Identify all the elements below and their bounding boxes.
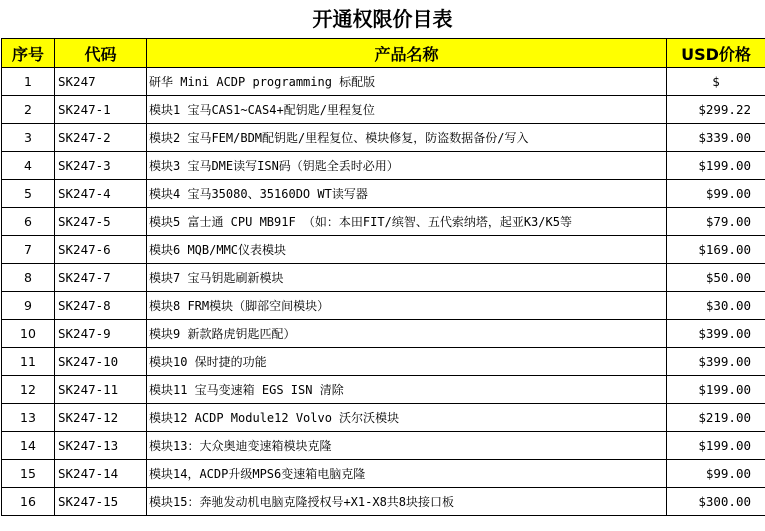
row-price: $79.00 <box>667 208 765 236</box>
header-usd-price: USD价格 <box>667 39 765 68</box>
row-no: 2 <box>2 96 55 124</box>
table-row <box>2 96 765 124</box>
row-product-name: 模块9 新款路虎钥匙匹配） <box>147 320 667 348</box>
row-no: 9 <box>2 292 55 320</box>
row-product-name: 模块4 宝马35080、35160DO WT读写器 <box>147 180 667 208</box>
row-no: 16 <box>2 488 55 516</box>
row-code: SK247-9 <box>55 320 147 348</box>
table-row <box>2 488 765 516</box>
row-code: SK247-10 <box>55 348 147 376</box>
row-price: $199.00 <box>667 432 765 460</box>
row-product-name: 研华 Mini ACDP programming 标配版 <box>147 68 667 96</box>
row-price: $300.00 <box>667 488 765 516</box>
row-price: $50.00 <box>667 264 765 292</box>
row-price: $399.00 <box>667 348 765 376</box>
row-code: SK247-7 <box>55 264 147 292</box>
row-product-name: 模块2 宝马FEM/BDM配钥匙/里程复位、模块修复，防盗数据备份/写入 <box>147 124 667 152</box>
table-row <box>2 124 765 152</box>
row-product-name: 模块5 富士通 CPU MB91F （如：本田FIT/缤智、五代索纳塔，起亚K3/K5等 <box>147 208 667 236</box>
row-no: 8 <box>2 264 55 292</box>
row-product-name: 模块3 宝马DME读写ISN码（钥匙全丢时必用） <box>147 152 667 180</box>
header-row <box>2 39 765 68</box>
row-no: 10 <box>2 320 55 348</box>
row-no: 14 <box>2 432 55 460</box>
row-product-name: 模块15：奔驰发动机电脑克隆授权号+X1-X8共8块接口板 <box>147 488 667 516</box>
row-price: $219.00 <box>667 404 765 432</box>
row-product-name: 模块12 ACDP Module12 Volvo 沃尔沃模块 <box>147 404 667 432</box>
price-table <box>1 38 765 516</box>
table-row <box>2 180 765 208</box>
row-product-name: 模块13：大众奥迪变速箱模块克隆 <box>147 432 667 460</box>
row-code: SK247-5 <box>55 208 147 236</box>
row-price: $30.00 <box>667 292 765 320</box>
row-price: $399.00 <box>667 320 765 348</box>
table-row <box>2 236 765 264</box>
table-row <box>2 292 765 320</box>
table-row <box>2 432 765 460</box>
row-no: 6 <box>2 208 55 236</box>
row-product-name: 模块11 宝马变速箱 EGS ISN 清除 <box>147 376 667 404</box>
header-code: 代码 <box>55 39 147 68</box>
row-no: 11 <box>2 348 55 376</box>
row-product-name: 模块8 FRM模块（脚部空间模块） <box>147 292 667 320</box>
row-code: SK247-8 <box>55 292 147 320</box>
row-product-name: 模块14，ACDP升级MPS6变速箱电脑克隆 <box>147 460 667 488</box>
row-no: 3 <box>2 124 55 152</box>
row-price: $199.00 <box>667 376 765 404</box>
table-row <box>2 264 765 292</box>
table-row <box>2 68 765 96</box>
row-code: SK247-2 <box>55 124 147 152</box>
row-product-name: 模块10 保时捷的功能 <box>147 348 667 376</box>
row-code: SK247-11 <box>55 376 147 404</box>
row-price: $299.22 <box>667 96 765 124</box>
row-no: 1 <box>2 68 55 96</box>
table-row <box>2 348 765 376</box>
row-price: $99.00 <box>667 180 765 208</box>
row-code: SK247-3 <box>55 152 147 180</box>
row-no: 15 <box>2 460 55 488</box>
row-code: SK247-14 <box>55 460 147 488</box>
table-row <box>2 208 765 236</box>
row-product-name: 模块7 宝马钥匙刷新模块 <box>147 264 667 292</box>
row-no: 12 <box>2 376 55 404</box>
row-no: 13 <box>2 404 55 432</box>
row-no: 5 <box>2 180 55 208</box>
row-code: SK247-15 <box>55 488 147 516</box>
row-code: SK247 <box>55 68 147 96</box>
row-product-name: 模块1 宝马CAS1~CAS4+配钥匙/里程复位 <box>147 96 667 124</box>
row-product-name: 模块6 MQB/MMC仪表模块 <box>147 236 667 264</box>
row-price: $ <box>667 68 765 96</box>
row-code: SK247-6 <box>55 236 147 264</box>
row-code: SK247-12 <box>55 404 147 432</box>
table-row <box>2 152 765 180</box>
row-code: SK247-13 <box>55 432 147 460</box>
row-price: $99.00 <box>667 460 765 488</box>
header-product-name: 产品名称 <box>147 39 667 68</box>
table-row <box>2 404 765 432</box>
row-code: SK247-1 <box>55 96 147 124</box>
row-price: $199.00 <box>667 152 765 180</box>
header-no: 序号 <box>2 39 55 68</box>
row-price: $339.00 <box>667 124 765 152</box>
row-price: $169.00 <box>667 236 765 264</box>
row-no: 7 <box>2 236 55 264</box>
page-title: 开通权限价目表 <box>312 7 453 31</box>
table-row <box>2 376 765 404</box>
row-no: 4 <box>2 152 55 180</box>
row-code: SK247-4 <box>55 180 147 208</box>
table-row <box>2 460 765 488</box>
table-row <box>2 320 765 348</box>
